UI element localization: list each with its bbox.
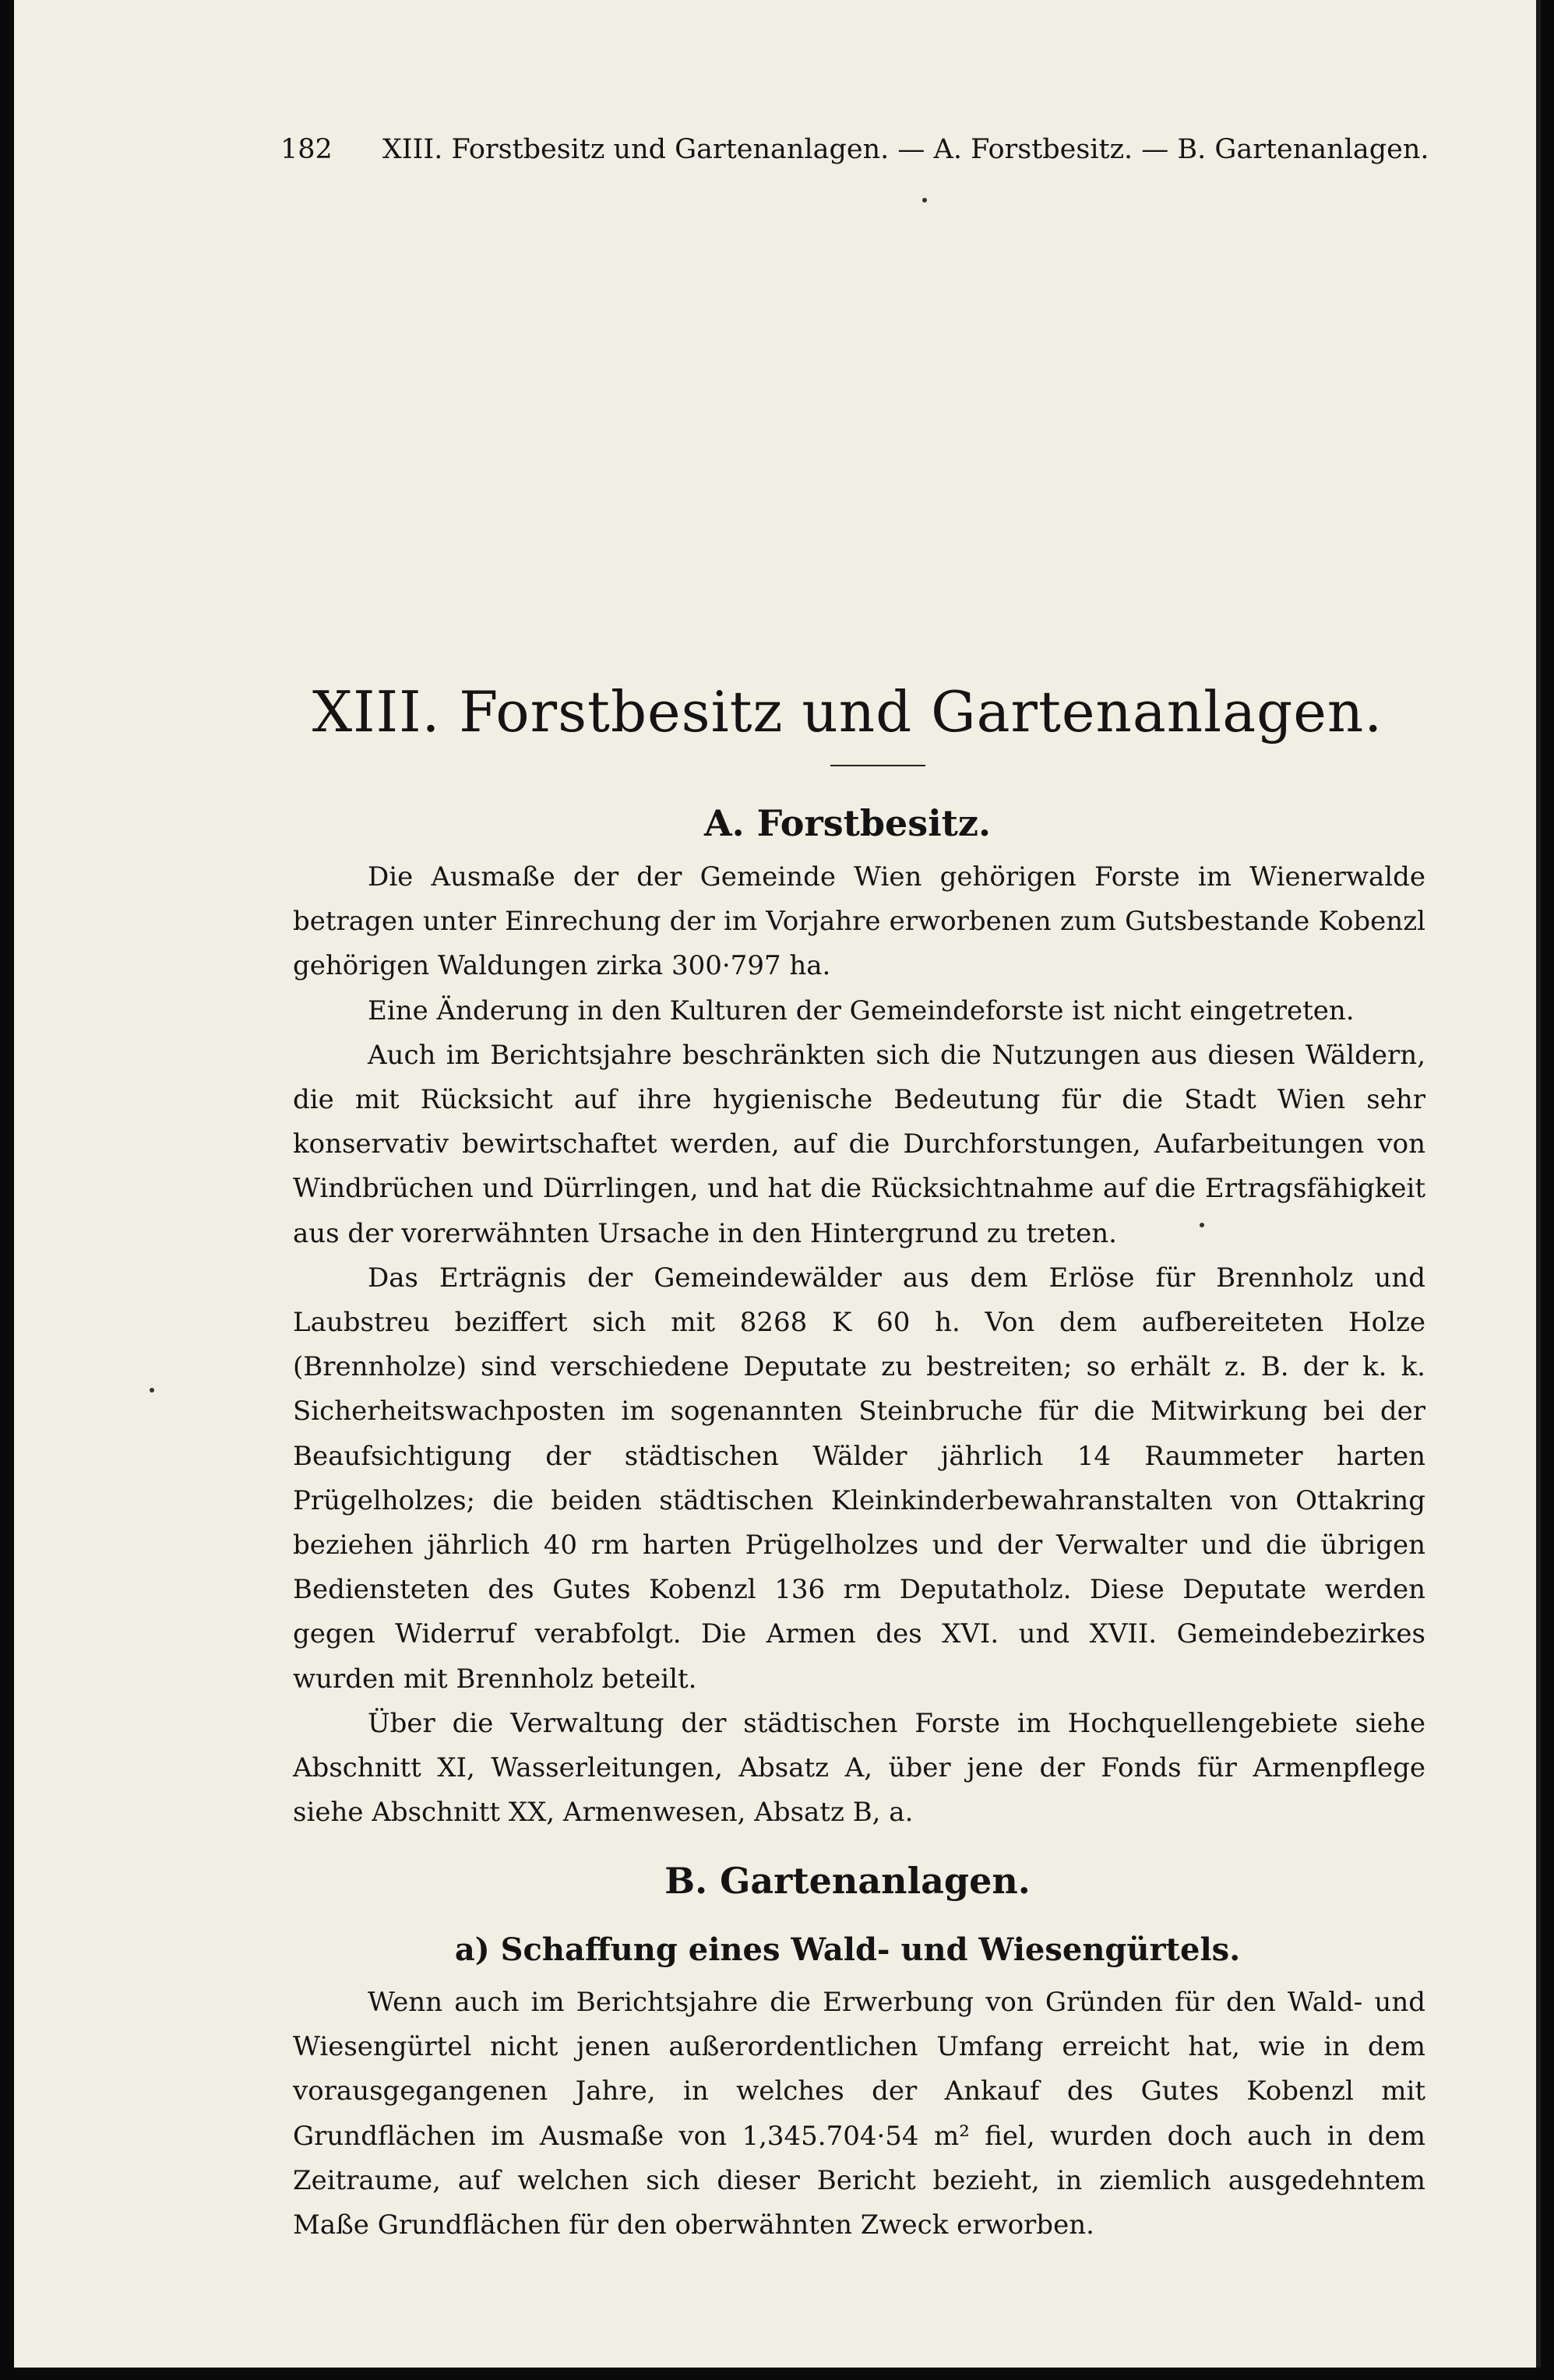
print-speck [922,198,927,202]
section-b-body [293,1980,1425,2248]
chapter-title: XIII. Forstbesitz und Gartenanlagen. [312,679,1383,745]
section-a-heading: A. Forstbesitz. [703,802,992,844]
page [14,0,1541,2368]
running-title: XIII. Forstbesitz und Gartenanlagen. — A. Forstbesitz. — B. Gartenanlagen. [382,134,1429,165]
paragraph: Eine Änderung in den Kulturen der Gemeindeforste ist nicht eingetreten. [368,995,1355,1026]
running-header [280,134,1429,165]
paragraph: Das Erträgnis der Gemeindewälder aus dem Erlöse für Brennholz und Laubstreu beziffert sich mit 8268 K 60 h. Von dem aufbereiteten Holze (Brennholze) sind verschiedene Deputate zu bestreiten; so erhält z. B. der k. k. Sicherheitswachposten im sogenannten Steinbruche für die Mitwirkung bei der Beaufsichtigung der städtischen Wälder jährlich 14 Raummeter harten Prügelholzes; die beiden städtischen Kleinkinderbewahranstalten von Ottakring beziehen jährlich 40 rm harten Prügelholzes und der Verwalter und die übrigen Bediensteten des Gutes Kobenzl 136 rm Deputatholz. Diese Deputate werden gegen Widerruf verabfolgt. Die Armen des XVI. und XVII. Gemeindebezirkes wurden mit Brennholz beteilt. [293,1262,1425,1695]
section-b-heading: B. Gartenanlagen. [664,1860,1031,1902]
title-divider [830,765,925,766]
paragraph: Über die Verwaltung der städtischen Forste im Hochquellengebiete siehe Abschnitt XI, Wasserleitungen, Absatz A, über jene der Fonds für Armenpflege siehe Abschnitt XX, Armenwesen, Absatz B, a. [293,1707,1425,1829]
paragraph: Auch im Berichtsjahre beschränkten sich die Nutzungen aus diesen Wäldern, die mit Rücksicht auf ihre hygienische Bedeutung für die Stadt Wien sehr konservativ bewirtschaftet werden, auf die Durchforstungen, Aufarbeitungen von Windbrüchen und Dürrlingen, und hat die Rücksichtnahme auf die Ertragsfähigkeit aus der vorerwähnten Ursache in den Hintergrund zu treten. [293,1039,1425,1249]
paragraph: Die Ausmaße der der Gemeinde Wien gehörigen Forste im Wienerwalde betragen unter Einrechung der im Vorjahre erworbenen zum Gutsbestande Kobenzl gehörigen Waldungen zirka 300·797 ha. [293,861,1425,982]
print-speck [150,1388,154,1392]
print-speck [1200,1223,1204,1227]
section-b-subheading: a) Schaffung eines Wald- und Wiesengürtels. [454,1931,1241,1968]
section-a-body [293,855,1425,1835]
page-number: 182 [280,134,333,165]
paragraph: Wenn auch im Berichtsjahre die Erwerbung von Gründen für den Wald- und Wiesengürtel nicht jenen außerordentlichen Umfang erreicht hat, wie in dem vorausgegangenen Jahre, in welches der Ankauf des Gutes Kobenzl mit Grundflächen im Ausmaße von 1,345.704·54 m² fiel, wurden doch auch in dem Zeitraume, auf welchen sich dieser Bericht bezieht, in ziemlich ausgedehntem Maße Grundflächen für den oberwähnten Zweck erworben. [293,1987,1425,2241]
